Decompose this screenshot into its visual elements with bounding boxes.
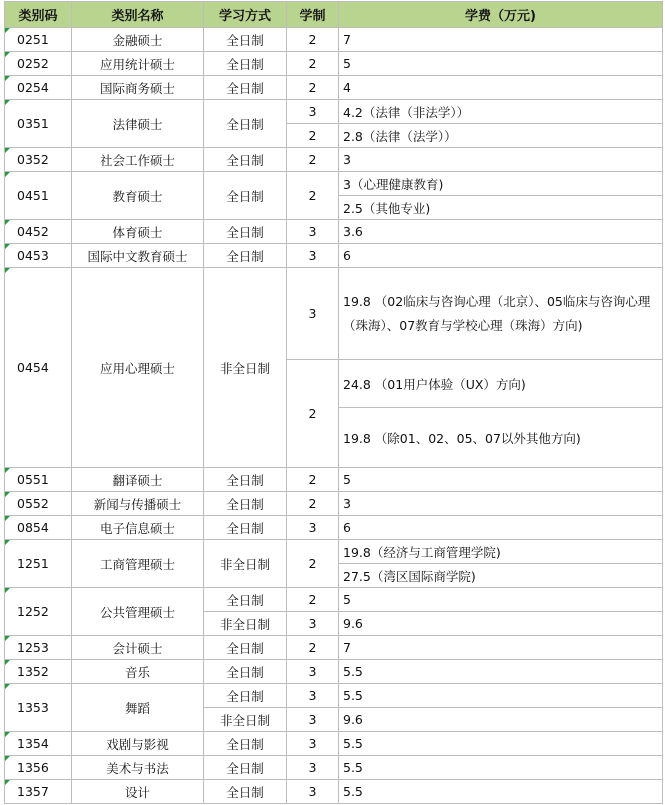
study-mode: 全日制 (204, 780, 287, 804)
category-code: 0451 (5, 172, 72, 220)
study-years: 3 (287, 516, 339, 540)
table-row (5, 244, 663, 268)
study-years: 2 (287, 588, 339, 612)
study-mode: 全日制 (204, 148, 287, 172)
study-mode: 全日制 (204, 468, 287, 492)
tuition-fee: 27.5（湾区国际商学院) (339, 564, 663, 588)
category-name: 美术与书法 (72, 756, 204, 780)
study-mode: 全日制 (204, 636, 287, 660)
table-row (5, 28, 663, 52)
study-mode: 全日制 (204, 588, 287, 612)
tuition-fee: 4 (339, 76, 663, 100)
category-code: 1353 (5, 684, 72, 732)
study-mode: 非全日制 (204, 268, 287, 468)
tuition-fee: 5 (339, 468, 663, 492)
category-name: 翻译硕士 (72, 468, 204, 492)
table-row (5, 540, 663, 564)
table-row (5, 780, 663, 804)
tuition-fee: 3 (339, 492, 663, 516)
category-name: 公共管理硕士 (72, 588, 204, 636)
table-row (5, 516, 663, 540)
tuition-fee: 5 (339, 52, 663, 76)
table-row (5, 100, 663, 124)
category-name: 工商管理硕士 (72, 540, 204, 588)
category-code: 1251 (5, 540, 72, 588)
study-years: 2 (287, 76, 339, 100)
study-years: 2 (287, 148, 339, 172)
tuition-fee: 19.8（经济与工商管理学院) (339, 540, 663, 564)
study-mode: 全日制 (204, 732, 287, 756)
category-name: 应用统计硕士 (72, 52, 204, 76)
tuition-fee: 7 (339, 28, 663, 52)
tuition-fee: 24.8 （01用户体验（UX）方向) (339, 360, 663, 408)
tuition-fee: 3（心理健康教育) (339, 172, 663, 196)
tuition-fee: 9.6 (339, 708, 663, 732)
category-code: 0352 (5, 148, 72, 172)
study-years: 3 (287, 244, 339, 268)
table-row (5, 468, 663, 492)
tuition-fee: 3 (339, 148, 663, 172)
tuition-fee: 6 (339, 244, 663, 268)
tuition-fee: 5.5 (339, 684, 663, 708)
tuition-table (4, 1, 663, 804)
category-name: 体育硕士 (72, 220, 204, 244)
tuition-fee: 19.8 （除01、02、05、07以外其他方向) (339, 408, 663, 468)
table-row (5, 220, 663, 244)
study-years: 3 (287, 220, 339, 244)
category-name: 电子信息硕士 (72, 516, 204, 540)
category-code: 1356 (5, 756, 72, 780)
category-code: 0552 (5, 492, 72, 516)
study-years: 3 (287, 660, 339, 684)
category-code: 1352 (5, 660, 72, 684)
table-row (5, 52, 663, 76)
category-code: 0854 (5, 516, 72, 540)
header-row (5, 2, 663, 28)
category-name: 设计 (72, 780, 204, 804)
study-years: 3 (287, 732, 339, 756)
study-years: 2 (287, 360, 339, 468)
tuition-fee: 5.5 (339, 780, 663, 804)
study-mode: 全日制 (204, 76, 287, 100)
study-mode: 非全日制 (204, 708, 287, 732)
study-years: 3 (287, 612, 339, 636)
study-years: 3 (287, 708, 339, 732)
category-code: 0351 (5, 100, 72, 148)
study-years: 2 (287, 468, 339, 492)
study-mode: 非全日制 (204, 540, 287, 588)
category-name: 戏剧与影视 (72, 732, 204, 756)
study-years: 2 (287, 636, 339, 660)
table-row (5, 684, 663, 708)
category-code: 1252 (5, 588, 72, 636)
tuition-fee: 2.5（其他专业) (339, 196, 663, 220)
study-years: 2 (287, 52, 339, 76)
study-years: 3 (287, 100, 339, 124)
tuition-fee: 19.8 （02临床与咨询心理（北京）、05临床与咨询心理（珠海）、07教育与学校心理（珠海）方向) (339, 268, 663, 360)
category-name: 应用心理硕士 (72, 268, 204, 468)
category-code: 0452 (5, 220, 72, 244)
study-mode: 全日制 (204, 492, 287, 516)
table-row (5, 732, 663, 756)
study-mode: 全日制 (204, 172, 287, 220)
table-row (5, 172, 663, 196)
study-mode: 全日制 (204, 516, 287, 540)
study-mode: 全日制 (204, 100, 287, 148)
study-mode: 全日制 (204, 220, 287, 244)
study-mode: 全日制 (204, 660, 287, 684)
category-name: 法律硕士 (72, 100, 204, 148)
table-row (5, 588, 663, 612)
study-mode: 全日制 (204, 28, 287, 52)
category-name: 国际商务硕士 (72, 76, 204, 100)
category-name: 会计硕士 (72, 636, 204, 660)
study-years: 2 (287, 492, 339, 516)
header-code: 类别码 (5, 2, 72, 28)
category-code: 1253 (5, 636, 72, 660)
study-years: 3 (287, 756, 339, 780)
category-name: 舞蹈 (72, 684, 204, 732)
category-name: 金融硕士 (72, 28, 204, 52)
category-code: 0551 (5, 468, 72, 492)
study-mode: 全日制 (204, 52, 287, 76)
category-code: 1357 (5, 780, 72, 804)
tuition-fee: 5.5 (339, 732, 663, 756)
study-years: 2 (287, 540, 339, 588)
study-years: 3 (287, 684, 339, 708)
category-name: 新闻与传播硕士 (72, 492, 204, 516)
study-years: 3 (287, 268, 339, 360)
header-mode: 学习方式 (204, 2, 287, 28)
study-mode: 非全日制 (204, 612, 287, 636)
study-mode: 全日制 (204, 244, 287, 268)
category-code: 0251 (5, 28, 72, 52)
table-row (5, 492, 663, 516)
table-row (5, 76, 663, 100)
study-years: 2 (287, 172, 339, 220)
tuition-fee: 5 (339, 588, 663, 612)
category-name: 社会工作硕士 (72, 148, 204, 172)
category-code: 0254 (5, 76, 72, 100)
study-years: 2 (287, 28, 339, 52)
tuition-fee: 4.2（法律（非法学）） (339, 100, 663, 124)
tuition-fee: 2.8（法律（法学）） (339, 124, 663, 148)
table-row (5, 756, 663, 780)
table-row (5, 636, 663, 660)
category-name: 国际中文教育硕士 (72, 244, 204, 268)
tuition-fee: 3.6 (339, 220, 663, 244)
table-row (5, 660, 663, 684)
table-row (5, 268, 663, 360)
header-name: 类别名称 (72, 2, 204, 28)
header-fee: 学费（万元) (339, 2, 663, 28)
table-row (5, 148, 663, 172)
category-code: 1354 (5, 732, 72, 756)
study-mode: 全日制 (204, 684, 287, 708)
study-years: 2 (287, 124, 339, 148)
category-code: 0252 (5, 52, 72, 76)
category-name: 音乐 (72, 660, 204, 684)
header-years: 学制 (287, 2, 339, 28)
tuition-fee: 7 (339, 636, 663, 660)
study-years: 3 (287, 780, 339, 804)
category-code: 0454 (5, 268, 72, 468)
tuition-fee: 5.5 (339, 756, 663, 780)
study-mode: 全日制 (204, 756, 287, 780)
category-name: 教育硕士 (72, 172, 204, 220)
tuition-fee: 9.6 (339, 612, 663, 636)
category-code: 0453 (5, 244, 72, 268)
tuition-fee: 5.5 (339, 660, 663, 684)
tuition-fee: 6 (339, 516, 663, 540)
